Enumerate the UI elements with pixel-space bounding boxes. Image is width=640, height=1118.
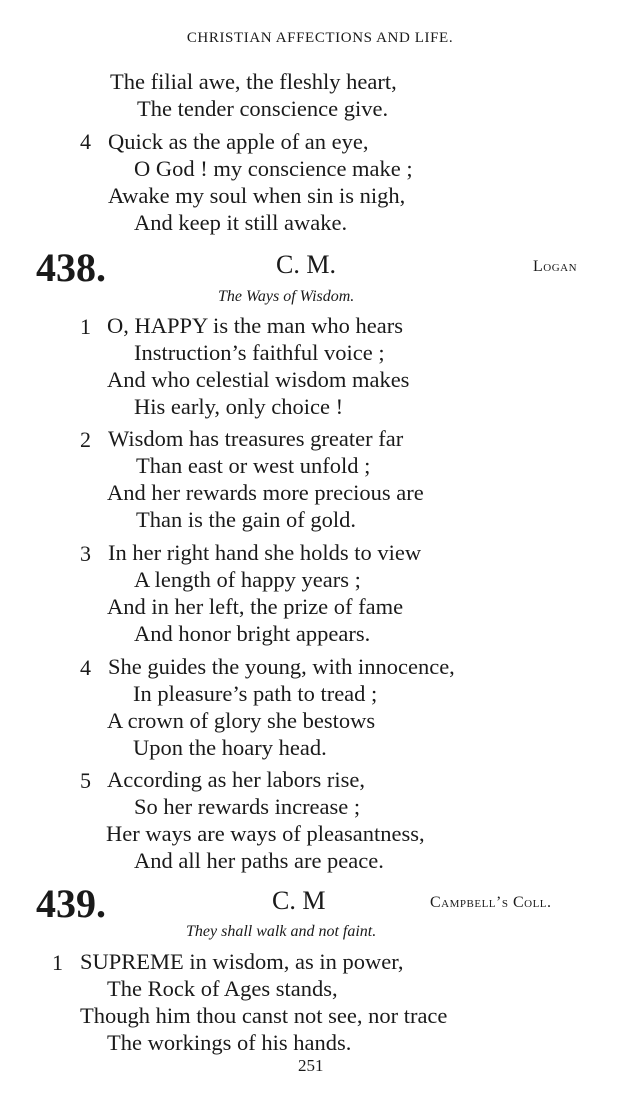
- page-number: 251: [298, 1056, 324, 1075]
- verse-line: In pleasure’s path to tread ;: [133, 681, 378, 706]
- hymn-meter: C. M: [272, 886, 326, 915]
- verse-line: And all her paths are peace.: [134, 848, 384, 873]
- verse-number: 3: [80, 541, 91, 566]
- verse-line: And in her left, the prize of fame: [107, 594, 404, 619]
- hymn-number: 438.: [36, 245, 106, 290]
- verse-line: In her right hand she holds to view: [108, 540, 422, 565]
- verse-line: O, HAPPY is the man who hears: [107, 313, 404, 338]
- verse-line: The Rock of Ages stands,: [107, 976, 338, 1001]
- verse-line: So her rewards increase ;: [134, 794, 361, 819]
- verse-line: A crown of glory she bestows: [107, 708, 376, 733]
- verse-line: And honor bright appears.: [134, 621, 371, 646]
- verse-number: 4: [80, 129, 91, 154]
- verse-line: And her rewards more precious are: [107, 480, 424, 505]
- verse-line: And keep it still awake.: [134, 210, 348, 235]
- verse-line: The filial awe, the fleshly heart,: [110, 69, 397, 94]
- hymn-title: The Ways of Wisdom.: [218, 288, 355, 305]
- verse-number: 1: [80, 314, 91, 339]
- verse-line: A length of happy years ;: [134, 567, 361, 592]
- running-head: CHRISTIAN AFFECTIONS AND LIFE.: [186, 30, 454, 46]
- verse-line: Awake my soul when sin is nigh,: [108, 183, 406, 208]
- verse-number: 4: [80, 655, 91, 680]
- verse-line: His early, only choice !: [134, 394, 344, 419]
- hymn-meter: C. M.: [276, 250, 336, 279]
- verse-number: 2: [80, 427, 91, 452]
- hymn-title: They shall walk and not faint.: [186, 923, 377, 940]
- verse-line: O God ! my conscience make ;: [134, 156, 413, 181]
- verse-line: She guides the young, with innocence,: [108, 654, 455, 679]
- verse-line: Though him thou canst not see, nor trace: [80, 1003, 448, 1028]
- verse-number: 5: [80, 768, 91, 793]
- tune-name: Logan: [533, 258, 578, 275]
- tune-name: Campbell’s Coll.: [430, 894, 552, 911]
- verse-number: 1: [52, 950, 63, 975]
- verse-line: Upon the hoary head.: [133, 735, 327, 760]
- verse-line: And who celestial wisdom makes: [107, 367, 410, 392]
- hymn-number: 439.: [36, 881, 106, 926]
- verse-line: Instruction’s faithful voice ;: [134, 340, 385, 365]
- verse-line: Quick as the apple of an eye,: [108, 129, 369, 154]
- verse-line: Than east or west unfold ;: [136, 453, 371, 478]
- verse-line: The tender conscience give.: [137, 96, 389, 121]
- verse-line: Her ways are ways of pleasantness,: [106, 821, 425, 846]
- verse-line: Than is the gain of gold.: [136, 507, 356, 532]
- verse-line: Wisdom has treasures greater far: [108, 426, 404, 451]
- verse-line: SUPREME in wisdom, as in power,: [80, 949, 404, 974]
- verse-line: According as her labors rise,: [107, 767, 366, 792]
- verse-line: The workings of his hands.: [107, 1030, 352, 1055]
